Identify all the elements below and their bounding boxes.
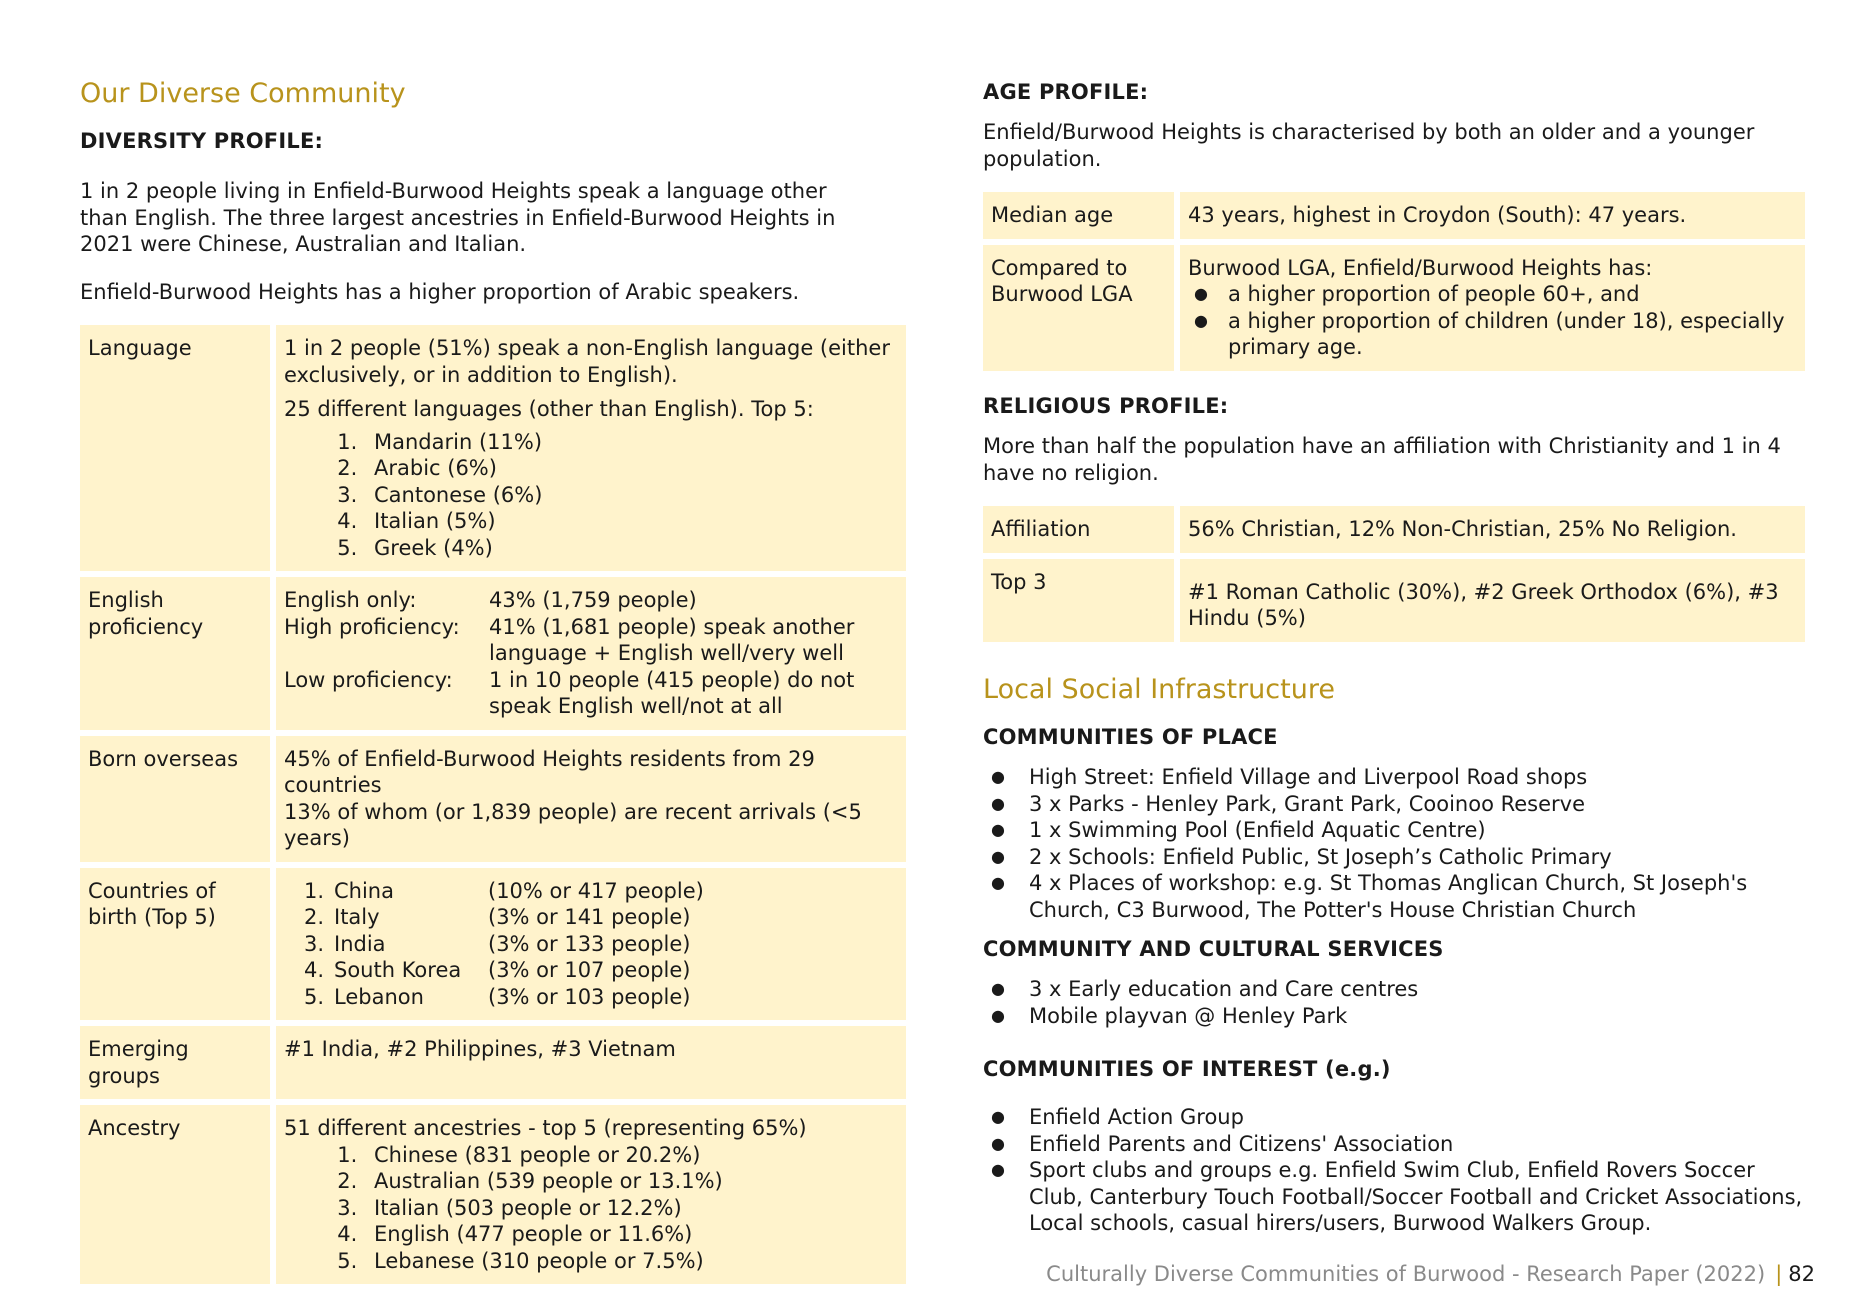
country-number: 2. — [303, 905, 324, 929]
diversity-intro-paragraph: 1 in 2 people living in Enfield-Burwood Heights speak a language other than English. The three largest ancestries in Enfield-Burwood Heights in 2021 were Chinese, Australian and Italian. — [80, 179, 836, 256]
row-value-median-age: 43 years, highest in Croydon (South): 47 years. — [1180, 192, 1805, 239]
table-row-born-overseas — [80, 736, 906, 862]
born-overseas-line-2 — [284, 799, 898, 852]
list-item: 4. English (477 people or 11.6%) — [364, 1221, 898, 1248]
row-value-language — [276, 325, 906, 571]
born-percent: 45% — [284, 746, 331, 771]
list-item: 3. Italian (503 people or 12.2%) — [364, 1195, 898, 1222]
born-countries: 29 countries — [284, 746, 815, 797]
table-row-language — [80, 325, 906, 571]
list-item: ● a higher proportion of people 60+, and — [1188, 281, 1797, 308]
proficiency-key: High proficiency: — [284, 614, 460, 639]
list-item: ● Enfield Parents and Citizens' Association — [983, 1131, 1803, 1158]
table-row-countries-of-birth — [80, 868, 906, 1021]
table-row-emerging-groups — [80, 1026, 906, 1099]
list-item: 5. Greek (4%) — [364, 535, 898, 562]
list-item: ● High Street: Enfield Village and Liverpool Road shops — [983, 764, 1803, 791]
row-label-affiliation: Affiliation — [983, 506, 1174, 553]
table-row-affiliation — [983, 506, 1805, 553]
country-number: 5. — [303, 984, 324, 1009]
age-profile-paragraph: Enfield/Burwood Heights is characterised by both an older and a younger population. — [983, 120, 1755, 171]
proficiency-value: 41% (1,681 people) speak another language + English well/very well — [489, 614, 855, 665]
community-services-list — [983, 976, 1803, 1029]
list-item: ● 3 x Parks - Henley Park, Grant Park, Cooinoo Reserve — [983, 791, 1803, 818]
country-value: (3% or 133 people) — [488, 931, 691, 956]
row-label-english-proficiency: English proficiency — [80, 577, 270, 730]
communities-of-place-heading: COMMUNITIES OF PLACE — [983, 725, 1278, 749]
country-row — [284, 904, 898, 931]
page-number: 82 — [1788, 1262, 1815, 1286]
proficiency-pair — [284, 587, 898, 614]
list-item: ● Mobile playvan @ Henley Park — [983, 1003, 1803, 1030]
religion-table — [977, 500, 1811, 648]
proficiency-key: Low proficiency: — [284, 667, 453, 692]
country-value: (10% or 417 people) — [488, 878, 704, 903]
table-row-english-proficiency — [80, 577, 906, 730]
list-item: ● Sport clubs and groups e.g. Enfield Swim Club, Enfield Rovers Soccer Club, Canterbury Touch Football/Soccer Football and Cricket Associations, Local schools, casual hirers/users, Burwood Walkers Group. — [983, 1157, 1803, 1237]
proficiency-pair — [284, 614, 898, 667]
ancestry-count: 51 different ancestries — [284, 1116, 522, 1140]
table-row-ancestry — [80, 1105, 906, 1284]
list-item: 1. Chinese (831 people or 20.2%) — [364, 1142, 898, 1169]
communities-of-place-list — [983, 764, 1803, 923]
ancestry-top5: - top 5 (representing 65%) — [521, 1116, 807, 1140]
row-value-ancestry — [276, 1105, 906, 1284]
list-item: 2. Australian (539 people or 13.1%) — [364, 1168, 898, 1195]
footer-separator: | — [1775, 1262, 1783, 1286]
list-item: ● 2 x Schools: Enfield Public, St Joseph’s Catholic Primary — [983, 844, 1803, 871]
list-item: 4. Italian (5%) — [364, 508, 898, 535]
country-name: Italy — [334, 905, 380, 929]
row-value-emerging-groups: #1 India, #2 Philippines, #3 Vietnam — [276, 1026, 906, 1099]
country-value: (3% or 107 people) — [488, 958, 691, 982]
compared-list — [1188, 281, 1797, 361]
table-row-top3 — [983, 559, 1805, 642]
row-value-born-overseas — [276, 736, 906, 862]
country-row — [284, 931, 898, 958]
language-summary: 1 in 2 people (51%) speak a non-English language (either exclusively, or in addition to English). — [284, 336, 890, 387]
born-overseas-line-1 — [284, 746, 898, 799]
recent-text: of whom (or 1,839 people) are recent arrivals (<5 years) — [284, 799, 862, 850]
table-row-median-age — [983, 192, 1805, 239]
arabic-speakers-paragraph: Enfield-Burwood Heights has a higher proportion of Arabic speakers. — [80, 280, 800, 304]
country-name: Lebanon — [334, 984, 424, 1009]
row-value-english-proficiency — [276, 577, 906, 730]
proficiency-pair — [284, 667, 898, 720]
row-value-top3: #1 Roman Catholic (30%), #2 Greek Orthodox (6%), #3 Hindu (5%) — [1180, 559, 1805, 642]
country-name: South Korea — [334, 958, 462, 982]
recent-percent: 13% — [284, 799, 331, 824]
row-label-top3: Top 3 — [983, 559, 1174, 642]
page-footer — [1046, 1262, 1815, 1286]
list-item: 1. Mandarin (11%) — [364, 429, 898, 456]
list-item: ● 1 x Swimming Pool (Enfield Aquatic Centre) — [983, 817, 1803, 844]
community-cultural-services-heading: COMMUNITY AND CULTURAL SERVICES — [983, 937, 1444, 961]
row-label-countries-of-birth: Countries of birth (Top 5) — [80, 868, 270, 1021]
age-profile-heading: AGE PROFILE: — [983, 80, 1149, 104]
country-name: India — [334, 931, 386, 956]
list-item: 2. Arabic (6%) — [364, 455, 898, 482]
country-row — [284, 878, 898, 905]
proficiency-value: 43% (1,759 people) — [489, 588, 697, 612]
language-count: 25 different languages (other than English). Top 5: — [284, 397, 814, 421]
religious-profile-paragraph: More than half the population have an affiliation with Christianity and 1 in 4 have no religion. — [983, 434, 1781, 485]
section-title-diverse-community: Our Diverse Community — [80, 78, 406, 109]
row-value-compared — [1180, 245, 1805, 371]
age-table — [977, 186, 1811, 377]
diversity-profile-heading: DIVERSITY PROFILE: — [80, 129, 324, 153]
list-item: 5. Lebanese (310 people or 7.5%) — [364, 1248, 898, 1275]
country-row — [284, 984, 898, 1011]
born-text: of Enfield-Burwood Heights residents from — [330, 746, 789, 771]
communities-of-interest-heading: COMMUNITIES OF INTEREST (e.g.) — [983, 1057, 1391, 1081]
ancestry-intro — [284, 1115, 898, 1142]
list-item: ● a higher proportion of children (under 18), especially primary age. — [1188, 308, 1797, 361]
top-ancestries-list — [284, 1142, 898, 1275]
country-value: (3% or 141 people) — [488, 905, 691, 929]
row-label-language: Language — [80, 325, 270, 571]
row-label-compared: Compared to Burwood LGA — [983, 245, 1174, 371]
row-value-countries-of-birth — [276, 868, 906, 1021]
row-label-ancestry: Ancestry — [80, 1105, 270, 1284]
list-item: 3. Cantonese (6%) — [364, 482, 898, 509]
religious-profile-heading: RELIGIOUS PROFILE: — [983, 394, 1229, 418]
row-label-born-overseas: Born overseas — [80, 736, 270, 862]
proficiency-value: 1 in 10 people (415 people) do not speak English well/not at all — [489, 667, 855, 718]
list-item: ● 3 x Early education and Care centres — [983, 976, 1803, 1003]
country-value: (3% or 103 people) — [488, 984, 691, 1009]
row-value-affiliation: 56% Christian, 12% Non-Christian, 25% No Religion. — [1180, 506, 1805, 553]
country-row — [284, 957, 898, 984]
country-number: 4. — [303, 958, 324, 982]
list-item: ● Enfield Action Group — [983, 1104, 1803, 1131]
list-item: ● 4 x Places of workshop: e.g. St Thomas Anglican Church, St Joseph's Church, C3 Burwood, The Potter's House Christian Church — [983, 870, 1803, 923]
proficiency-key: English only: — [284, 588, 417, 612]
compared-intro: Burwood LGA, Enfield/Burwood Heights has: — [1188, 255, 1653, 280]
row-label-median-age: Median age — [983, 192, 1174, 239]
row-label-emerging-groups: Emerging groups — [80, 1026, 270, 1099]
section-title-local-infrastructure: Local Social Infrastructure — [983, 674, 1335, 705]
country-name: China — [334, 878, 394, 903]
country-number: 1. — [303, 878, 324, 903]
top-languages-list — [284, 429, 898, 562]
country-number: 3. — [303, 931, 324, 956]
table-row-compared — [983, 245, 1805, 371]
diversity-table — [74, 319, 912, 1290]
footer-title: Culturally Diverse Communities of Burwood - Research Paper (2022) — [1046, 1262, 1766, 1286]
communities-of-interest-list — [983, 1104, 1803, 1237]
